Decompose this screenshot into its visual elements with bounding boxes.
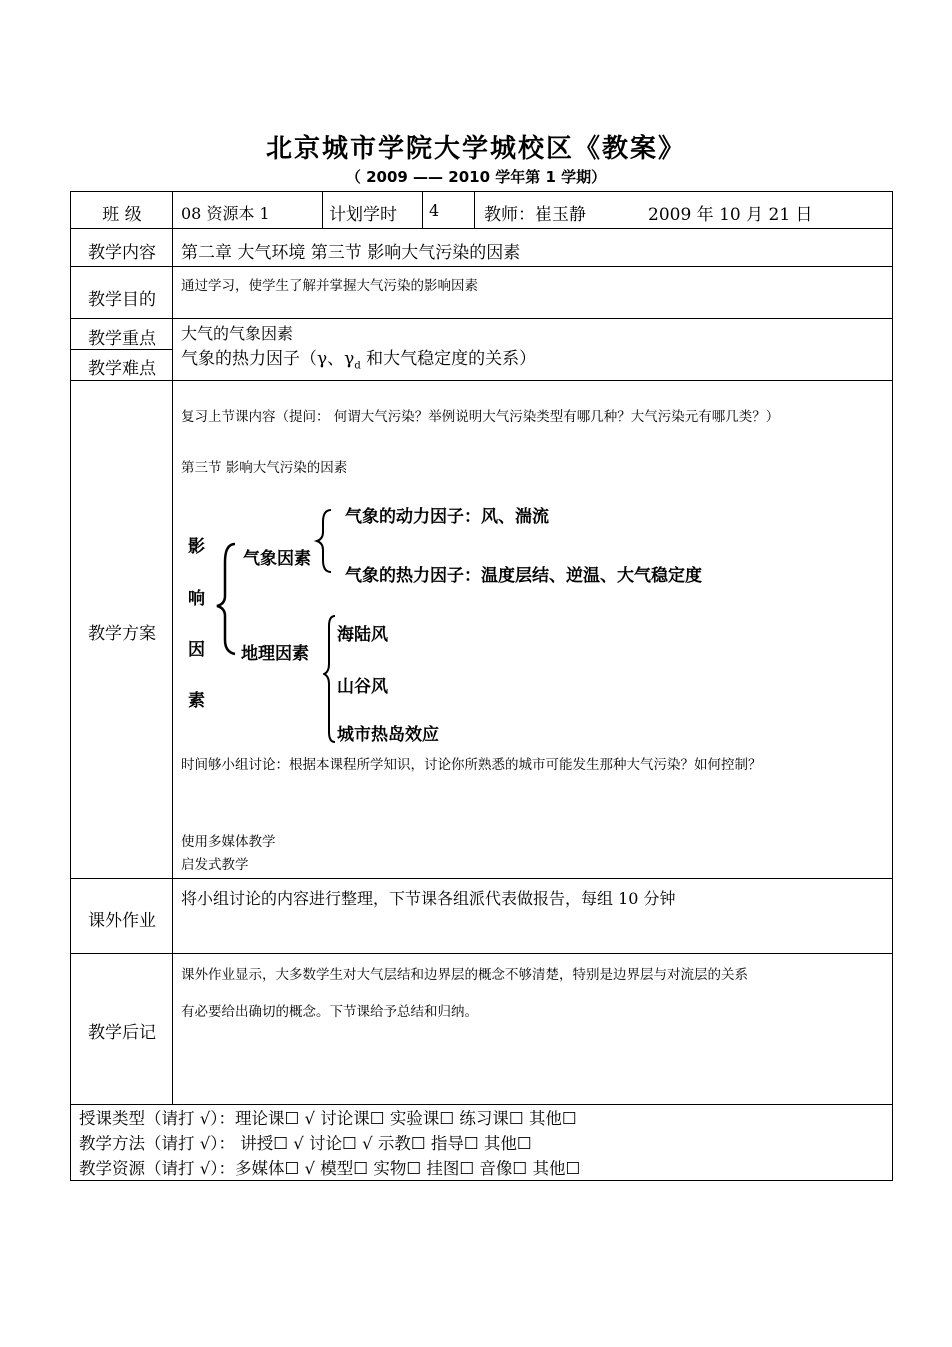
root-char: 影 (188, 537, 205, 557)
root-char: 素 (188, 691, 205, 711)
section-text: 第三节 影响大气污染的因素 (181, 460, 348, 476)
class-value: 08 资源本 1 (181, 204, 270, 223)
notes-line: 课外作业显示，大多数学生对大气层结和边界层的概念不够清楚，特别是边界层与对流层的关系 (181, 967, 748, 983)
objective-label: 教学目的 (88, 290, 156, 310)
notes-line: 有必要给出确切的概念。下节课给予总结和归纳。 (181, 1004, 478, 1020)
discussion-text: 时间够小组讨论：根据本课程所学知识，讨论你所熟悉的城市可能发生那种大气污染？如何控制？ (181, 757, 762, 773)
lesson-plan-table (70, 191, 893, 1181)
page-title: 北京城市学院大学城校区《教案》 (265, 134, 686, 164)
branch1-item: 气象的动力因子：风、湍流 (345, 507, 549, 527)
term-subtitle: （ 2009 —— 2010 学年第 1 学期） (345, 168, 607, 186)
key-points-label: 教学重点 (88, 329, 156, 349)
difficulties-label: 教学难点 (88, 359, 156, 379)
branch1-item: 气象的热力因子：温度层结、逆温、大气稳定度 (345, 566, 702, 586)
objective-value: 通过学习，使学生了解并掌握大气污染的影响因素 (181, 278, 478, 294)
teaching-resource-line: 教学资源（请打 √）：多媒体☐ √ 模型☐ 实物☐ 挂图☐ 音像☐ 其他☐ (79, 1159, 581, 1178)
root-char: 因 (188, 640, 205, 660)
plan-label: 教学方案 (88, 624, 156, 644)
method-multimedia: 使用多媒体教学 (181, 834, 276, 850)
content-value: 第二章 大气环境 第三节 影响大气污染的因素 (181, 243, 521, 263)
review-text: 复习上节课内容（提问： 何谓大气污染？举例说明大气污染类型有哪几种？大气污染元有哪几类？） (181, 409, 780, 425)
homework-label: 课外作业 (88, 911, 156, 931)
branch2-item: 城市热岛效应 (337, 725, 439, 745)
branch-meteorological: 气象因素 (243, 549, 311, 569)
class-label: 班 级 (102, 205, 142, 225)
difficulties-value: 气象的热力因子（γ、$\gamma_d$ 和大气稳定度的关系） (181, 349, 537, 372)
hours-value: 4 (429, 201, 440, 220)
content-label: 教学内容 (88, 243, 156, 263)
course-type-line: 授课类型（请打 √）：理论课☐ √ 讨论课☐ 实验课☐ 练习课☐ 其他☐ (79, 1109, 577, 1128)
homework-value: 将小组讨论的内容进行整理，下节课各组派代表做报告，每组 10 分钟 (181, 889, 676, 908)
method-heuristic: 启发式教学 (181, 857, 249, 873)
teaching-method-line: 教学方法（请打 √）： 讲授☐ √ 讨论☐ √ 示教☐ 指导☐ 其他☐ (79, 1134, 532, 1153)
hours-label: 计划学时 (329, 205, 397, 225)
branch-geographic: 地理因素 (241, 644, 309, 664)
lesson-date: 2009 年 10 月 21 日 (648, 205, 813, 225)
branch2-item: 山谷风 (337, 677, 388, 697)
root-char: 响 (188, 589, 205, 609)
teacher-name: 教师：崔玉静 (484, 205, 586, 225)
key-points-value: 大气的气象因素 (181, 324, 294, 343)
branch2-item: 海陆风 (337, 625, 388, 645)
notes-label: 教学后记 (88, 1023, 156, 1043)
